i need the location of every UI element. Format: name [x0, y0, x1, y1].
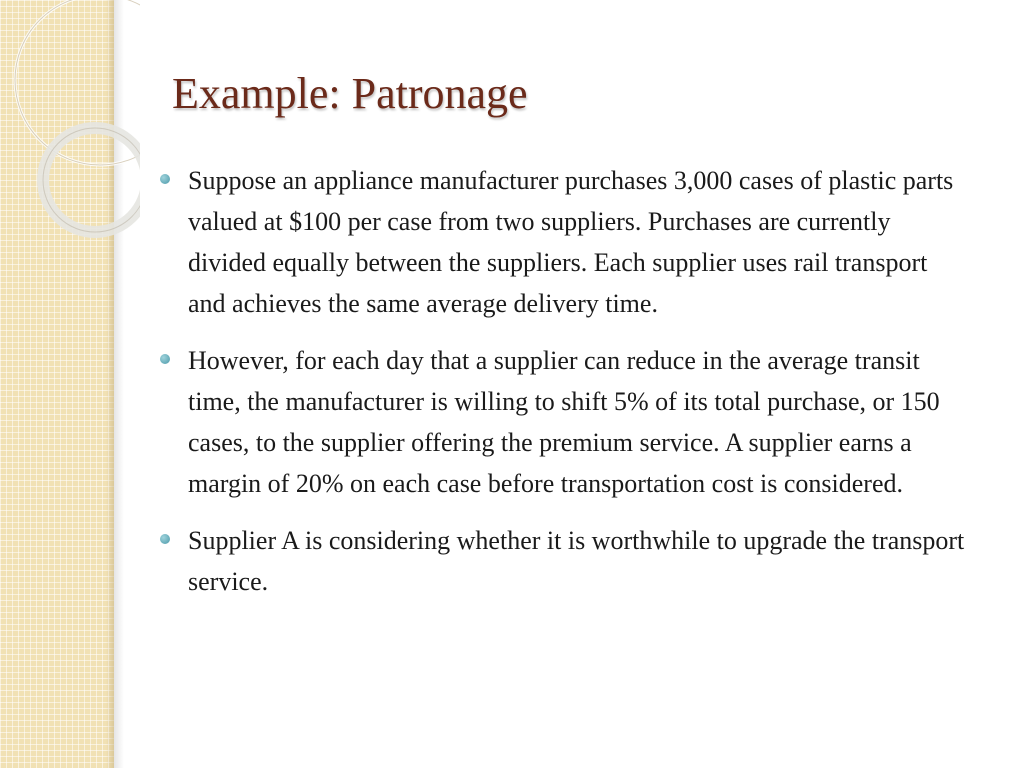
- bullet-dot-icon: [160, 174, 170, 184]
- side-panel-edge: [106, 0, 114, 768]
- bullet-text: However, for each day that a supplier can reduce in the average transit time, the manufacturer is willing to shift 5% of its total purchase, or 150 cases, to the supplier offering the premium service. A supplier earns a margin of 20% on each case before transportation cost is considered.: [188, 346, 940, 498]
- side-panel-shadow: [114, 0, 124, 768]
- bullet-list: [158, 160, 968, 618]
- slide-title: Example: Patronage: [172, 69, 528, 118]
- bullet-dot-icon: [160, 534, 170, 544]
- bullet-item: [158, 340, 968, 504]
- bullet-dot-icon: [160, 354, 170, 364]
- bullet-text: Suppose an appliance manufacturer purchases 3,000 cases of plastic parts valued at $100 per case from two suppliers. Purchases are currently divided equally between the suppliers. Each supplier uses rail transport and achieves the same average delivery time.: [188, 166, 954, 318]
- bullet-item: [158, 160, 968, 324]
- decorative-side-panel: [0, 0, 114, 768]
- bullet-item: [158, 520, 968, 602]
- bullet-text: Supplier A is considering whether it is worthwhile to upgrade the transport service.: [188, 526, 965, 596]
